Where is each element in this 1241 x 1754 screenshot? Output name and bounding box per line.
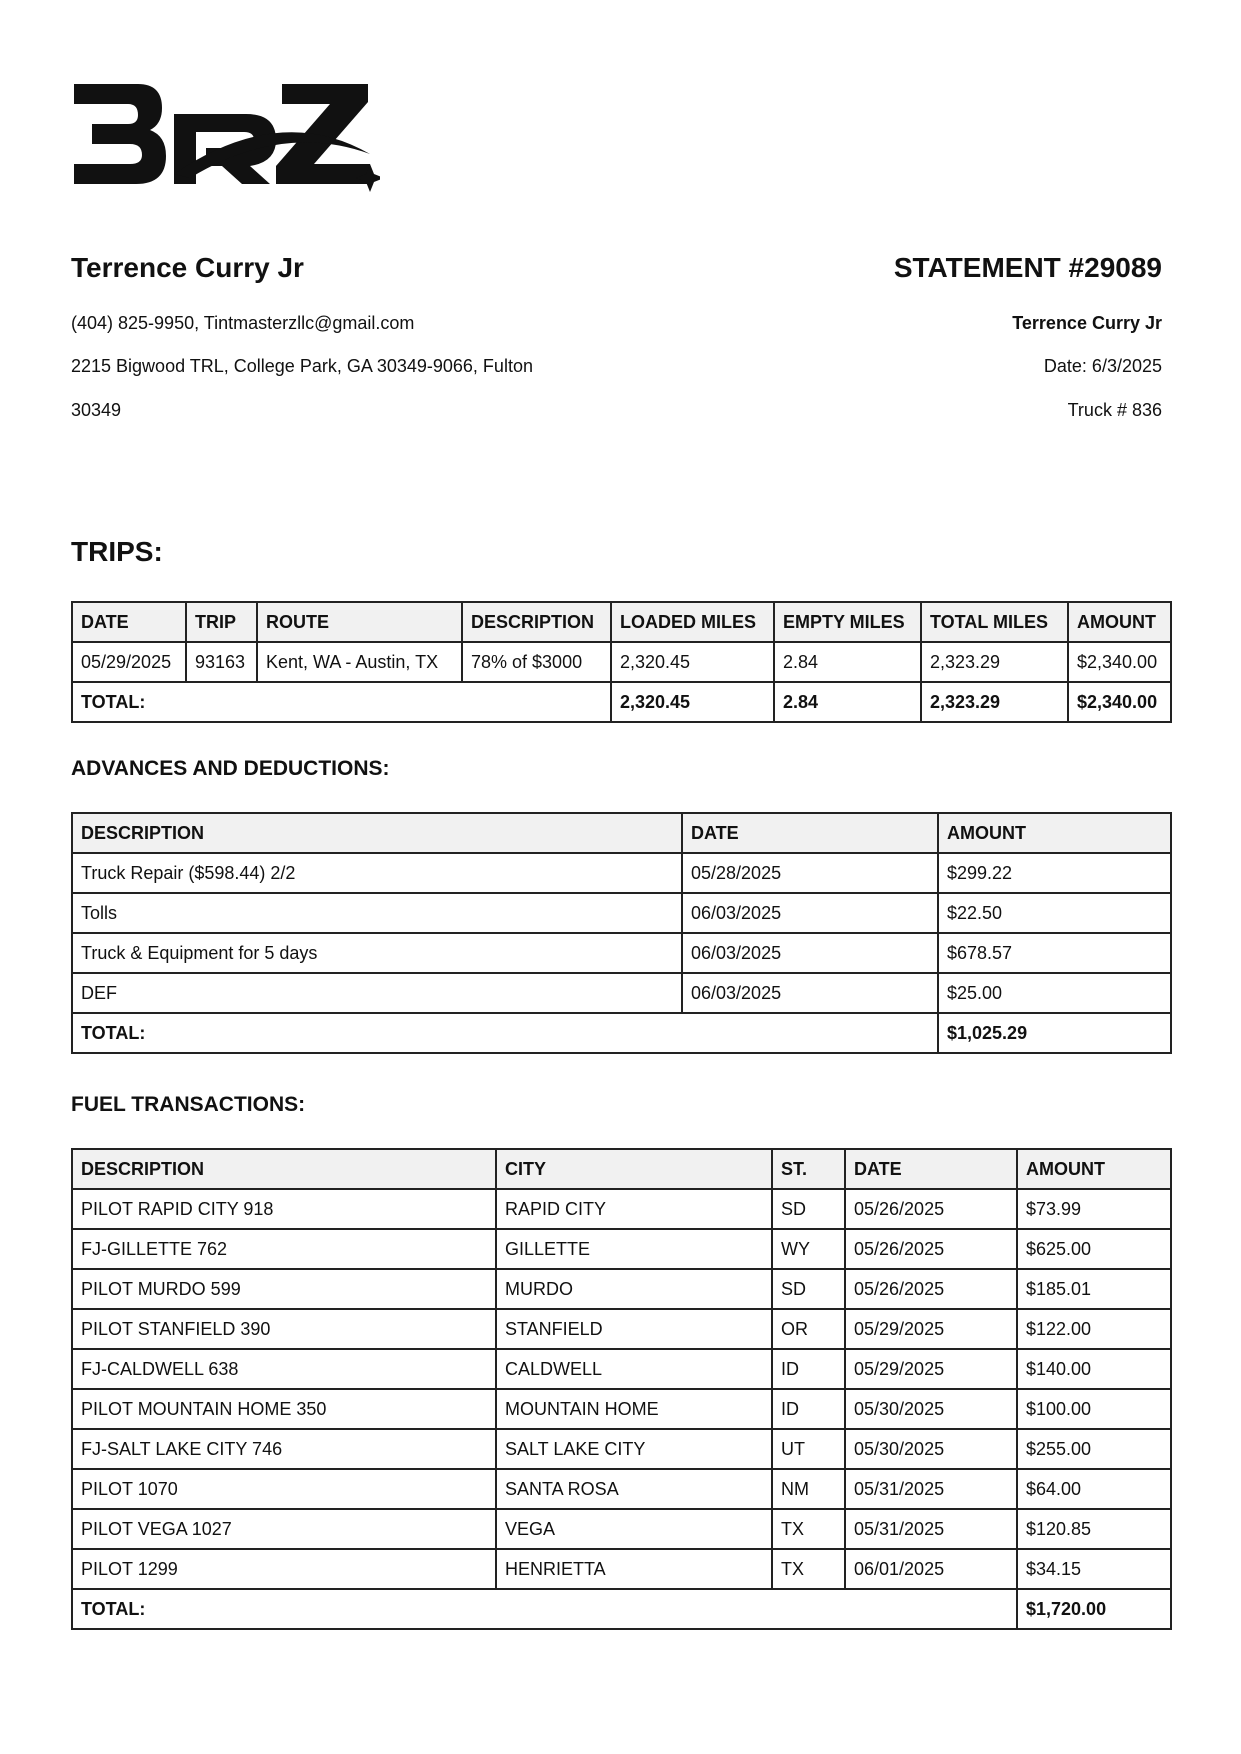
fuel-amount: $140.00	[1017, 1349, 1171, 1389]
trips-col-description: DESCRIPTION	[462, 602, 611, 642]
table-row	[72, 1389, 1171, 1429]
trip-date: 05/29/2025	[72, 642, 186, 682]
fuel-description: FJ-CALDWELL 638	[72, 1349, 496, 1389]
fuel-state: ID	[772, 1349, 845, 1389]
fuel-description: PILOT VEGA 1027	[72, 1509, 496, 1549]
fuel-description: FJ-SALT LAKE CITY 746	[72, 1429, 496, 1469]
deductions-total-row	[72, 1013, 1171, 1053]
trip-empty-miles: 2.84	[774, 642, 921, 682]
driver-contact: (404) 825-9950, Tintmasterzllc@gmail.com	[71, 313, 415, 333]
fuel-state: WY	[772, 1229, 845, 1269]
trips-total-loaded: 2,320.45	[611, 682, 774, 722]
fuel-city: CALDWELL	[496, 1349, 772, 1389]
deductions-heading: ADVANCES AND DEDUCTIONS:	[71, 757, 390, 780]
fuel-amount: $255.00	[1017, 1429, 1171, 1469]
deductions-header-row	[72, 813, 1171, 853]
fuel-description: PILOT 1070	[72, 1469, 496, 1509]
fuel-city: VEGA	[496, 1509, 772, 1549]
fuel-description: PILOT MOUNTAIN HOME 350	[72, 1389, 496, 1429]
deductions-col-date: DATE	[682, 813, 938, 853]
fuel-total-row	[72, 1589, 1171, 1629]
deduction-date: 05/28/2025	[682, 853, 938, 893]
trip-total-miles: 2,323.29	[921, 642, 1068, 682]
fuel-date: 05/26/2025	[845, 1229, 1017, 1269]
fuel-date: 05/31/2025	[845, 1469, 1017, 1509]
trips-total-row	[72, 682, 1171, 722]
table-row	[72, 973, 1171, 1013]
fuel-state: OR	[772, 1309, 845, 1349]
statement-driver: Terrence Curry Jr	[1012, 313, 1162, 333]
fuel-state: NM	[772, 1469, 845, 1509]
deduction-description: Truck & Equipment for 5 days	[72, 933, 682, 973]
table-row	[72, 642, 1171, 682]
deductions-total-amount: $1,025.29	[938, 1013, 1171, 1053]
deduction-amount: $22.50	[938, 893, 1171, 933]
deduction-description: Tolls	[72, 893, 682, 933]
fuel-city: SANTA ROSA	[496, 1469, 772, 1509]
fuel-col-state: ST.	[772, 1149, 845, 1189]
deductions-col-amount: AMOUNT	[938, 813, 1171, 853]
company-logo	[70, 78, 380, 196]
fuel-amount: $100.00	[1017, 1389, 1171, 1429]
fuel-date: 06/01/2025	[845, 1549, 1017, 1589]
deduction-description: DEF	[72, 973, 682, 1013]
table-row	[72, 1469, 1171, 1509]
table-row	[72, 1189, 1171, 1229]
fuel-description: PILOT STANFIELD 390	[72, 1309, 496, 1349]
table-row	[72, 1269, 1171, 1309]
fuel-total-label: TOTAL:	[72, 1589, 1017, 1629]
deductions-table	[71, 812, 1172, 1054]
fuel-city: SALT LAKE CITY	[496, 1429, 772, 1469]
fuel-col-date: DATE	[845, 1149, 1017, 1189]
table-row	[72, 1509, 1171, 1549]
table-row	[72, 1349, 1171, 1389]
fuel-amount: $64.00	[1017, 1469, 1171, 1509]
fuel-col-city: CITY	[496, 1149, 772, 1189]
statement-date: Date: 6/3/2025	[1043, 356, 1162, 376]
fuel-date: 05/29/2025	[845, 1309, 1017, 1349]
driver-name: Terrence Curry Jr	[71, 252, 304, 283]
trips-col-loaded-miles: LOADED MILES	[611, 602, 774, 642]
trips-col-total-miles: TOTAL MILES	[921, 602, 1068, 642]
fuel-city: GILLETTE	[496, 1229, 772, 1269]
trips-total-label: TOTAL:	[72, 682, 611, 722]
deduction-date: 06/03/2025	[682, 973, 938, 1013]
deduction-date: 06/03/2025	[682, 893, 938, 933]
fuel-header-row	[72, 1149, 1171, 1189]
trip-loaded-miles: 2,320.45	[611, 642, 774, 682]
trips-col-route: ROUTE	[257, 602, 462, 642]
fuel-table	[71, 1148, 1172, 1630]
fuel-col-amount: AMOUNT	[1017, 1149, 1171, 1189]
trips-col-empty-miles: EMPTY MILES	[774, 602, 921, 642]
fuel-state: ID	[772, 1389, 845, 1429]
fuel-amount: $73.99	[1017, 1189, 1171, 1229]
fuel-city: MURDO	[496, 1269, 772, 1309]
fuel-heading: FUEL TRANSACTIONS:	[71, 1093, 306, 1116]
driver-address-line2: 30349	[71, 400, 122, 420]
trips-table	[71, 601, 1172, 723]
fuel-city: STANFIELD	[496, 1309, 772, 1349]
driver-address-line1: 2215 Bigwood TRL, College Park, GA 30349-9066, Fulton	[71, 356, 533, 376]
table-row	[72, 1429, 1171, 1469]
trips-total-amount: $2,340.00	[1068, 682, 1171, 722]
fuel-date: 05/26/2025	[845, 1189, 1017, 1229]
fuel-total-amount: $1,720.00	[1017, 1589, 1171, 1629]
deductions-total-label: TOTAL:	[72, 1013, 938, 1053]
fuel-amount: $625.00	[1017, 1229, 1171, 1269]
fuel-state: TX	[772, 1549, 845, 1589]
statement-title: STATEMENT #29089	[893, 252, 1162, 283]
trips-total-miles: 2,323.29	[921, 682, 1068, 722]
fuel-date: 05/26/2025	[845, 1269, 1017, 1309]
fuel-date: 05/30/2025	[845, 1389, 1017, 1429]
deduction-amount: $25.00	[938, 973, 1171, 1013]
trips-heading: TRIPS:	[71, 536, 163, 567]
truck-number: Truck # 836	[1067, 400, 1162, 420]
trip-number: 93163	[186, 642, 257, 682]
fuel-date: 05/30/2025	[845, 1429, 1017, 1469]
trip-description: 78% of $3000	[462, 642, 611, 682]
fuel-city: MOUNTAIN HOME	[496, 1389, 772, 1429]
fuel-date: 05/31/2025	[845, 1509, 1017, 1549]
fuel-description: PILOT RAPID CITY 918	[72, 1189, 496, 1229]
deduction-amount: $299.22	[938, 853, 1171, 893]
fuel-date: 05/29/2025	[845, 1349, 1017, 1389]
fuel-col-description: DESCRIPTION	[72, 1149, 496, 1189]
table-row	[72, 1229, 1171, 1269]
table-row	[72, 933, 1171, 973]
fuel-description: PILOT MURDO 599	[72, 1269, 496, 1309]
fuel-city: HENRIETTA	[496, 1549, 772, 1589]
fuel-description: PILOT 1299	[72, 1549, 496, 1589]
trips-col-trip: TRIP	[186, 602, 257, 642]
fuel-amount: $122.00	[1017, 1309, 1171, 1349]
trip-route: Kent, WA - Austin, TX	[257, 642, 462, 682]
deduction-amount: $678.57	[938, 933, 1171, 973]
fuel-state: SD	[772, 1189, 845, 1229]
trips-col-date: DATE	[72, 602, 186, 642]
table-row	[72, 1309, 1171, 1349]
fuel-state: SD	[772, 1269, 845, 1309]
fuel-state: UT	[772, 1429, 845, 1469]
trips-col-amount: AMOUNT	[1068, 602, 1171, 642]
deduction-description: Truck Repair ($598.44) 2/2	[72, 853, 682, 893]
table-row	[72, 853, 1171, 893]
table-row	[72, 893, 1171, 933]
fuel-amount: $120.85	[1017, 1509, 1171, 1549]
fuel-state: TX	[772, 1509, 845, 1549]
trips-total-empty: 2.84	[774, 682, 921, 722]
fuel-description: FJ-GILLETTE 762	[72, 1229, 496, 1269]
trip-amount: $2,340.00	[1068, 642, 1171, 682]
trips-header-row	[72, 602, 1171, 642]
deductions-col-description: DESCRIPTION	[72, 813, 682, 853]
deduction-date: 06/03/2025	[682, 933, 938, 973]
table-row	[72, 1549, 1171, 1589]
fuel-amount: $185.01	[1017, 1269, 1171, 1309]
fuel-amount: $34.15	[1017, 1549, 1171, 1589]
fuel-city: RAPID CITY	[496, 1189, 772, 1229]
